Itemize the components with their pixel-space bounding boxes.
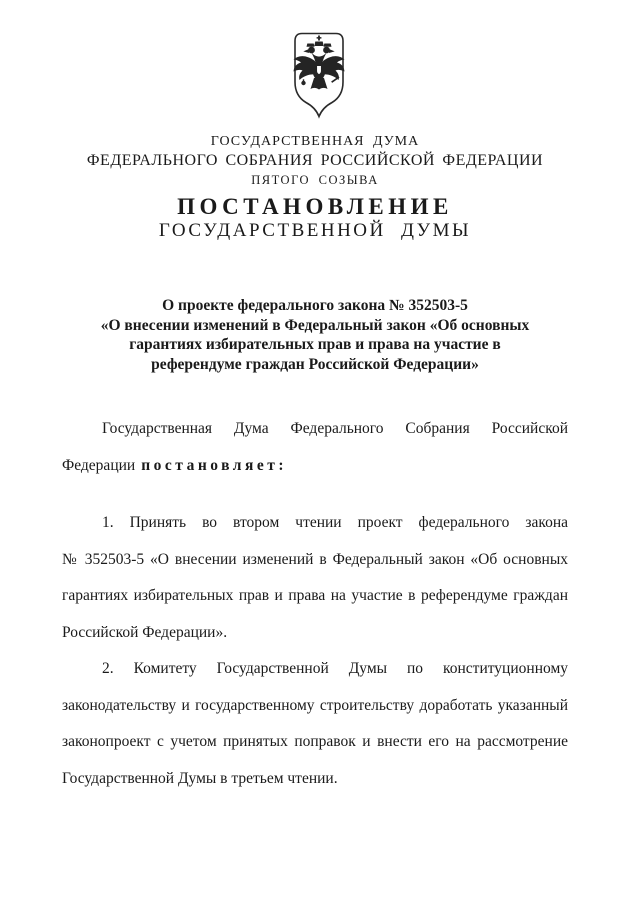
clause-2-line-2: законодательству и государственному строительству доработать указанный <box>62 696 568 714</box>
clause-1-line-1: 1. Принять во втором чтении проект федерального закона <box>102 514 568 531</box>
clause-2-line-4: Государственной Думы в третьем чтении. <box>62 769 338 787</box>
letterhead-org-sub: ФЕДЕРАЛЬНОГО СОБРАНИЯ РОССИЙСКОЙ ФЕДЕРАЦИИ <box>86 152 544 169</box>
doc-type-title: ПОСТАНОВЛЕНИЕ <box>177 194 453 219</box>
preamble-paragraph <box>62 411 568 484</box>
preamble-line-2 <box>62 448 568 485</box>
clause-2-paragraph <box>62 651 568 797</box>
clause-2-line-1: 2. Комитету Государственной Думы по конституционному <box>102 660 568 677</box>
clause-1-paragraph <box>62 505 568 651</box>
double-headed-eagle-icon <box>287 28 351 120</box>
subject-line-2: «О внесении изменений в Федеральный закон «Об основных <box>100 316 530 334</box>
letterhead-convocation: ПЯТОГО СОЗЫВА <box>251 173 379 187</box>
clause-1-line-4: Российской Федерации». <box>62 623 228 641</box>
clause-1-line-3: гарантиях избирательных прав и права на участие в референдуме граждан <box>62 587 568 604</box>
clause-2-line-3: законопроект с учетом принятых поправок и внести его на рассмотрение <box>62 733 568 750</box>
coat-of-arms <box>66 28 572 118</box>
body-text <box>62 411 568 797</box>
subject-block <box>62 296 568 374</box>
chest-shield-icon <box>317 66 322 75</box>
doc-type-subtitle: ГОСУДАРСТВЕННОЙ ДУМЫ <box>158 220 472 241</box>
preamble-line-2-prefix: Федерации <box>62 456 136 474</box>
letterhead-org: ГОСУДАРСТВЕННАЯ ДУМА <box>210 134 420 149</box>
preamble-line-1: Государственная Дума Федерального Собрания Российской <box>102 420 568 437</box>
eagle-body-group <box>294 36 345 90</box>
subject-line-4: референдуме граждан Российской Федерации» <box>151 355 479 373</box>
resolution-keyword: постановляет: <box>141 456 288 474</box>
subject-line-1: О проекте федерального закона № 352503-5 <box>162 297 468 314</box>
subject-line-3: гарантиях избирательных прав и права на участие в <box>129 336 501 353</box>
clause-1-line-2: № 352503-5 «О внесении изменений в Федеральный закон «Об основных <box>62 550 568 568</box>
